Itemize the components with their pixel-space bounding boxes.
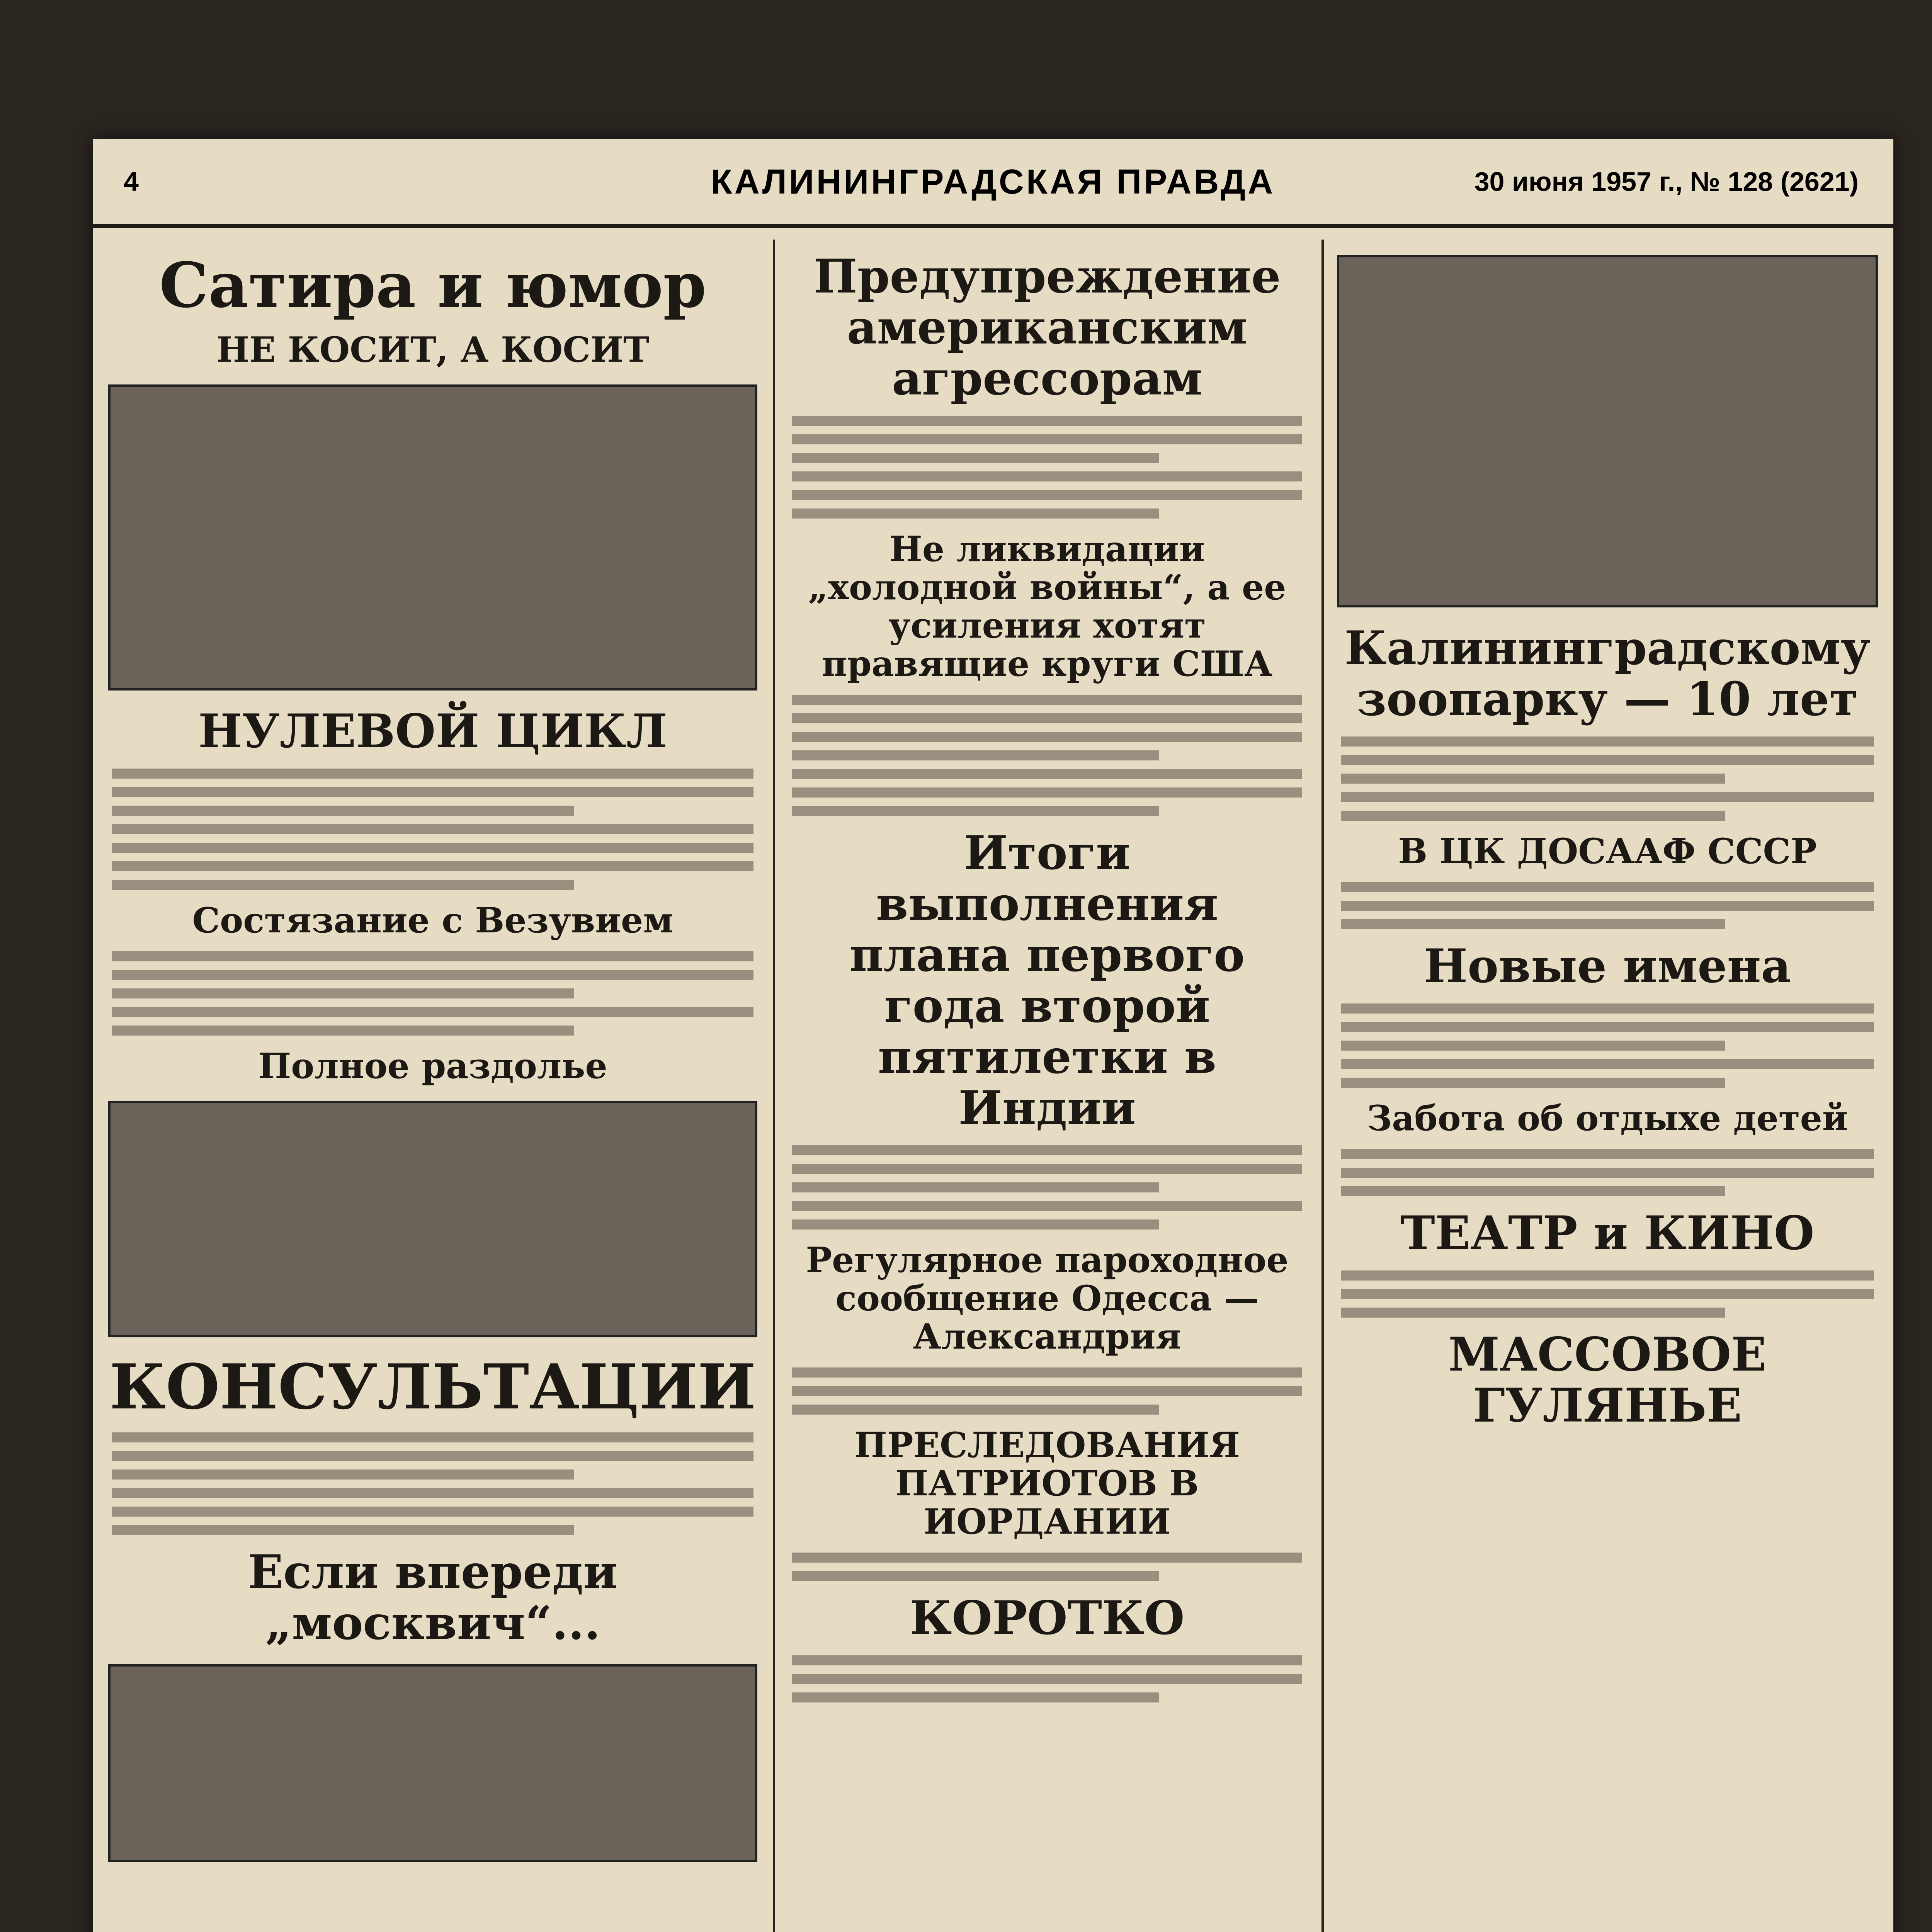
article-text-placeholder xyxy=(792,1655,1302,1702)
cartoon-illustration xyxy=(108,384,757,690)
column-left xyxy=(93,240,775,1932)
article-title: Забота об отдыхе детей xyxy=(1367,1098,1848,1139)
article-title: Не ликвидации „холодной войны“, а ее усиления хотят правящие круги США xyxy=(808,529,1286,684)
article-text-placeholder xyxy=(1341,736,1874,821)
page-number: 4 xyxy=(124,167,139,197)
article-title: НУЛЕВОЙ ЦИКЛ xyxy=(198,704,668,759)
article-text-placeholder xyxy=(792,695,1302,816)
masthead xyxy=(93,139,1893,228)
article-text-placeholder xyxy=(792,1145,1302,1230)
article-title: В ЦК ДОСААФ СССР xyxy=(1398,831,1817,872)
section-title: КОРОТКО xyxy=(910,1591,1185,1645)
article-title: Новые имена xyxy=(1423,939,1791,993)
cartoon-caption: НЕ КОСИТ, А КОСИТ xyxy=(216,329,650,370)
article-title: Состязание с Везувием xyxy=(192,900,673,941)
announcement-title: МАССОВОЕ ГУЛЯНЬЕ xyxy=(1448,1327,1767,1433)
article-title: Калининградскому зоопарку — 10 лет xyxy=(1344,621,1871,726)
cartoon-illustration xyxy=(108,1101,757,1337)
article-text-placeholder xyxy=(1341,1270,1874,1318)
section-title: ТЕАТР и КИНО xyxy=(1400,1206,1815,1260)
article-title: Итоги выполнения плана первого года второй пятилетки в Индии xyxy=(849,826,1245,1135)
article-text-placeholder xyxy=(1341,1149,1874,1196)
article-text-placeholder xyxy=(112,1432,753,1535)
article-text-placeholder xyxy=(792,416,1302,519)
article-title: Регулярное пароходное сообщение Одесса — Александрия xyxy=(806,1240,1289,1357)
paper-name: КАЛИНИНГРАДСКАЯ ПРАВДА xyxy=(711,163,1276,201)
article-text-placeholder xyxy=(792,1553,1302,1581)
newspaper-page xyxy=(93,139,1893,1932)
rubric-title: Сатира и юмор xyxy=(159,249,707,321)
article-title: Полное раздолье xyxy=(258,1046,607,1087)
article-title: Предупреждение американским агрессорам xyxy=(813,249,1281,406)
issue-date: 30 июня 1957 г., № 128 (2621) xyxy=(1474,167,1859,197)
cartoon-illustration xyxy=(108,1664,757,1862)
article-text-placeholder xyxy=(792,1367,1302,1415)
article-title: Если впереди „москвич“... xyxy=(248,1545,618,1650)
column-middle xyxy=(773,240,1324,1932)
zoo-photo xyxy=(1337,255,1878,607)
article-title: ПРЕСЛЕДОВАНИЯ ПАТРИОТОВ В ИОРДАНИИ xyxy=(854,1425,1240,1542)
article-text-placeholder xyxy=(1341,882,1874,929)
column-right xyxy=(1321,240,1893,1932)
article-text-placeholder xyxy=(1341,1003,1874,1088)
article-text-placeholder xyxy=(112,951,753,1036)
article-text-placeholder xyxy=(112,769,753,890)
rubric-title: КОНСУЛЬТАЦИИ xyxy=(109,1350,756,1423)
